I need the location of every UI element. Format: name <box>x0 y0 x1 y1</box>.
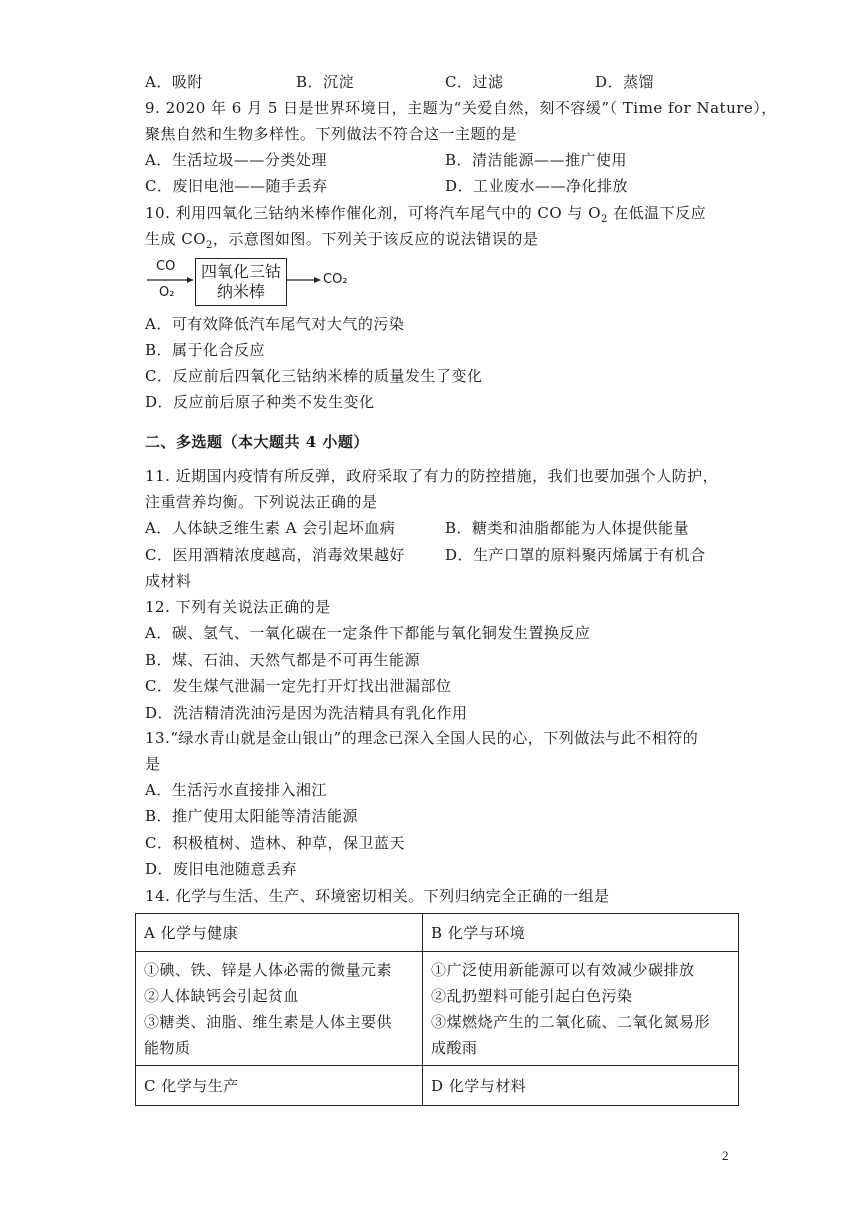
q8-option-d: D．蒸馏 <box>595 73 655 91</box>
q13-option-b: B．推广使用太阳能等清洁能源 <box>145 807 359 825</box>
q9-option-d: D．工业废水——净化排放 <box>445 177 629 195</box>
q11-option-a: A．人体缺乏维生素 A 会引起坏血病 <box>145 519 396 537</box>
table-a-item: ③糖类、油脂、维生素是人体主要供 <box>144 1012 393 1031</box>
q12-option-b: B．煤、石油、天然气都是不可再生能源 <box>145 651 421 669</box>
section-title: 二、多选题（本大题共 4 小题） <box>145 433 369 451</box>
table-b-item: ①广泛使用新能源可以有效减少碳排放 <box>431 960 695 979</box>
q13-option-c: C．积极植树、造林、种草，保卫蓝天 <box>145 834 405 852</box>
table-cell-b-body <box>423 952 739 1066</box>
q10-option-c: C．反应前后四氧化三钴纳米棒的质量发生了变化 <box>145 367 483 385</box>
q11-option-d-cont: 成材料 <box>145 572 192 590</box>
table-cell-d-head: D 化学与材料 <box>423 1066 739 1106</box>
q9-stem-line1: 9. 2020 年 6 月 5 日是世界环境日，主题为“关爱自然，刻不容缓”（ Time for Nature）， <box>145 99 777 117</box>
q11-option-c: C．医用酒精浓度越高，消毒效果越好 <box>145 546 405 564</box>
q13-stem-line2: 是 <box>145 755 161 773</box>
q12-option-c: C．发生煤气泄漏一定先打开灯找出泄漏部位 <box>145 677 452 695</box>
q9-option-a: A．生活垃圾——分类处理 <box>145 151 327 169</box>
q12-option-a: A．碳、氢气、一氧化碳在一定条件下都能与氧化铜发生置换反应 <box>145 624 591 642</box>
q9-option-b: B．清洁能源——推广使用 <box>445 151 628 169</box>
q14-table <box>135 913 739 1106</box>
q10-stem-line1: 10. 利用四氧化三钴纳米棒作催化剂，可将汽车尾气中的 CO 与 $O_2$ 在低温下反应 <box>145 204 707 225</box>
q12-option-d: D．洗洁精清洗油污是因为洗洁精具有乳化作用 <box>145 704 468 722</box>
q11-stem-line1: 11. 近期国内疫情有所反弹，政府采取了有力的防控措施，我们也要加强个人防护， <box>145 467 719 485</box>
product-co2: CO₂ <box>323 272 348 287</box>
q13-option-a: A．生活污水直接排入湘江 <box>145 781 327 799</box>
table-cell-c-head: C 化学与生产 <box>136 1066 423 1106</box>
q13-option-d: D．废旧电池随意丢弃 <box>145 860 298 878</box>
table-cell-a-body <box>136 952 423 1066</box>
table-a-item: 能物质 <box>144 1038 191 1057</box>
reaction-diagram <box>145 256 365 308</box>
q14-stem: 14. 化学与生活、生产、环境密切相关。下列归纳完全正确的一组是 <box>145 887 610 905</box>
q8-option-b: B．沉淀 <box>296 73 355 91</box>
q10-option-d: D．反应前后原子种类不发生变化 <box>145 393 375 411</box>
page-number: 2 <box>722 1148 729 1163</box>
q10-option-b: B．属于化合反应 <box>145 341 266 359</box>
table-a-item: ②人体缺钙会引起贫血 <box>144 986 300 1005</box>
q12-stem: 12. 下列有关说法正确的是 <box>145 598 331 616</box>
q8-option-c: C．过滤 <box>445 73 504 91</box>
catalyst-box <box>195 258 287 306</box>
q11-option-b: B．糖类和油脂都能为人体提供能量 <box>445 519 690 537</box>
q11-stem-line2: 注重营养均衡。下列说法正确的是 <box>145 493 378 511</box>
catalyst-label-line2: 纳米棒 <box>216 282 265 301</box>
table-b-item: ②乱扔塑料可能引起白色污染 <box>431 986 633 1005</box>
q9-stem-line2: 聚焦自然和生物多样性。下列做法不符合这一主题的是 <box>145 125 518 143</box>
table-a-item: ①碘、铁、锌是人体必需的微量元素 <box>144 960 393 979</box>
q8-option-a: A．吸附 <box>145 73 203 91</box>
q10-stem-line2: 生成 $CO_2$，示意图如图。下列关于该反应的说法错误的是 <box>145 230 539 251</box>
catalyst-label-line1: 四氧化三钴 <box>200 262 281 281</box>
table-b-item: ③煤燃烧产生的二氧化硫、二氧化氮易形 <box>431 1012 711 1031</box>
q9-option-c: C．废旧电池——随手丢弃 <box>145 177 328 195</box>
table-b-item: 成酸雨 <box>431 1038 478 1057</box>
reactant-o2: O₂ <box>159 285 175 300</box>
table-cell-a-head: A 化学与健康 <box>136 914 423 952</box>
reactant-co: CO <box>156 259 176 274</box>
table-cell-b-head: B 化学与环境 <box>423 914 739 952</box>
q13-stem-line1: 13.“绿水青山就是金山银山”的理念已深入全国人民的心，下列做法与此不相符的 <box>145 729 699 747</box>
q10-option-a: A．可有效降低汽车尾气对大气的污染 <box>145 315 405 333</box>
q11-option-d: D．生产口罩的原料聚丙烯属于有机合 <box>445 546 706 564</box>
